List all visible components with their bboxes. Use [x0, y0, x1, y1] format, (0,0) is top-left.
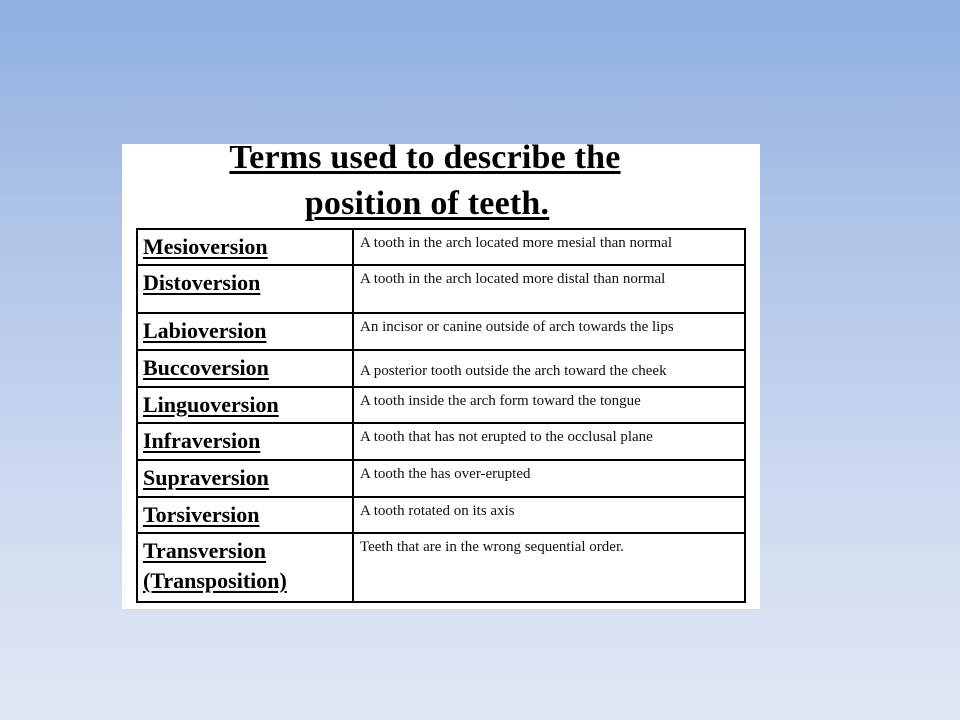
slide-image — [122, 139, 760, 609]
table-row — [137, 313, 745, 350]
term-cell — [137, 350, 353, 387]
terms-table — [136, 228, 746, 603]
table-row — [137, 350, 745, 387]
definition-cell: A tooth that has not erupted to the occlusal plane — [353, 423, 745, 460]
table-row — [137, 460, 745, 497]
table-row — [137, 265, 745, 313]
table-row — [137, 497, 745, 533]
term-buccoversion: Buccoversion — [143, 355, 269, 380]
definition-cell: A tooth in the arch located more mesial than normal — [353, 229, 745, 265]
definition-cell: A posterior tooth outside the arch toward the cheek — [353, 350, 745, 387]
definition-cell: Teeth that are in the wrong sequential order. — [353, 533, 745, 602]
term-labioversion: Labioversion — [143, 318, 267, 343]
term-cell — [137, 497, 353, 533]
term-torsiversion: Torsiversion — [143, 502, 260, 527]
term-transposition: (Transposition) — [143, 568, 287, 593]
term-cell — [137, 423, 353, 460]
term-cell — [137, 313, 353, 350]
definition-cell: An incisor or canine outside of arch towards the lips — [353, 313, 745, 350]
term-mesioversion: Mesioversion — [143, 234, 268, 259]
title-line-2: position of teeth. — [304, 185, 550, 222]
term-cell — [137, 229, 353, 265]
term-linguoversion: Linguoversion — [143, 392, 279, 417]
term-transversion: Transversion — [143, 538, 267, 563]
table-row — [137, 229, 745, 265]
definition-cell: A tooth rotated on its axis — [353, 497, 745, 533]
term-cell — [137, 387, 353, 423]
title-line-1: Terms used to describe the — [229, 139, 621, 176]
definition-cell: A tooth the has over-erupted — [353, 460, 745, 497]
term-cell — [137, 533, 353, 602]
term-supraversion: Supraversion — [143, 465, 269, 490]
table-row — [137, 387, 745, 423]
term-infraversion: Infraversion — [143, 428, 261, 453]
definition-cell: A tooth inside the arch form toward the tongue — [353, 387, 745, 423]
term-distoversion: Distoversion — [143, 270, 261, 295]
table-row — [137, 533, 745, 602]
table-row — [137, 423, 745, 460]
term-cell — [137, 265, 353, 313]
definition-cell: A tooth in the arch located more distal than normal — [353, 265, 745, 313]
term-cell — [137, 460, 353, 497]
